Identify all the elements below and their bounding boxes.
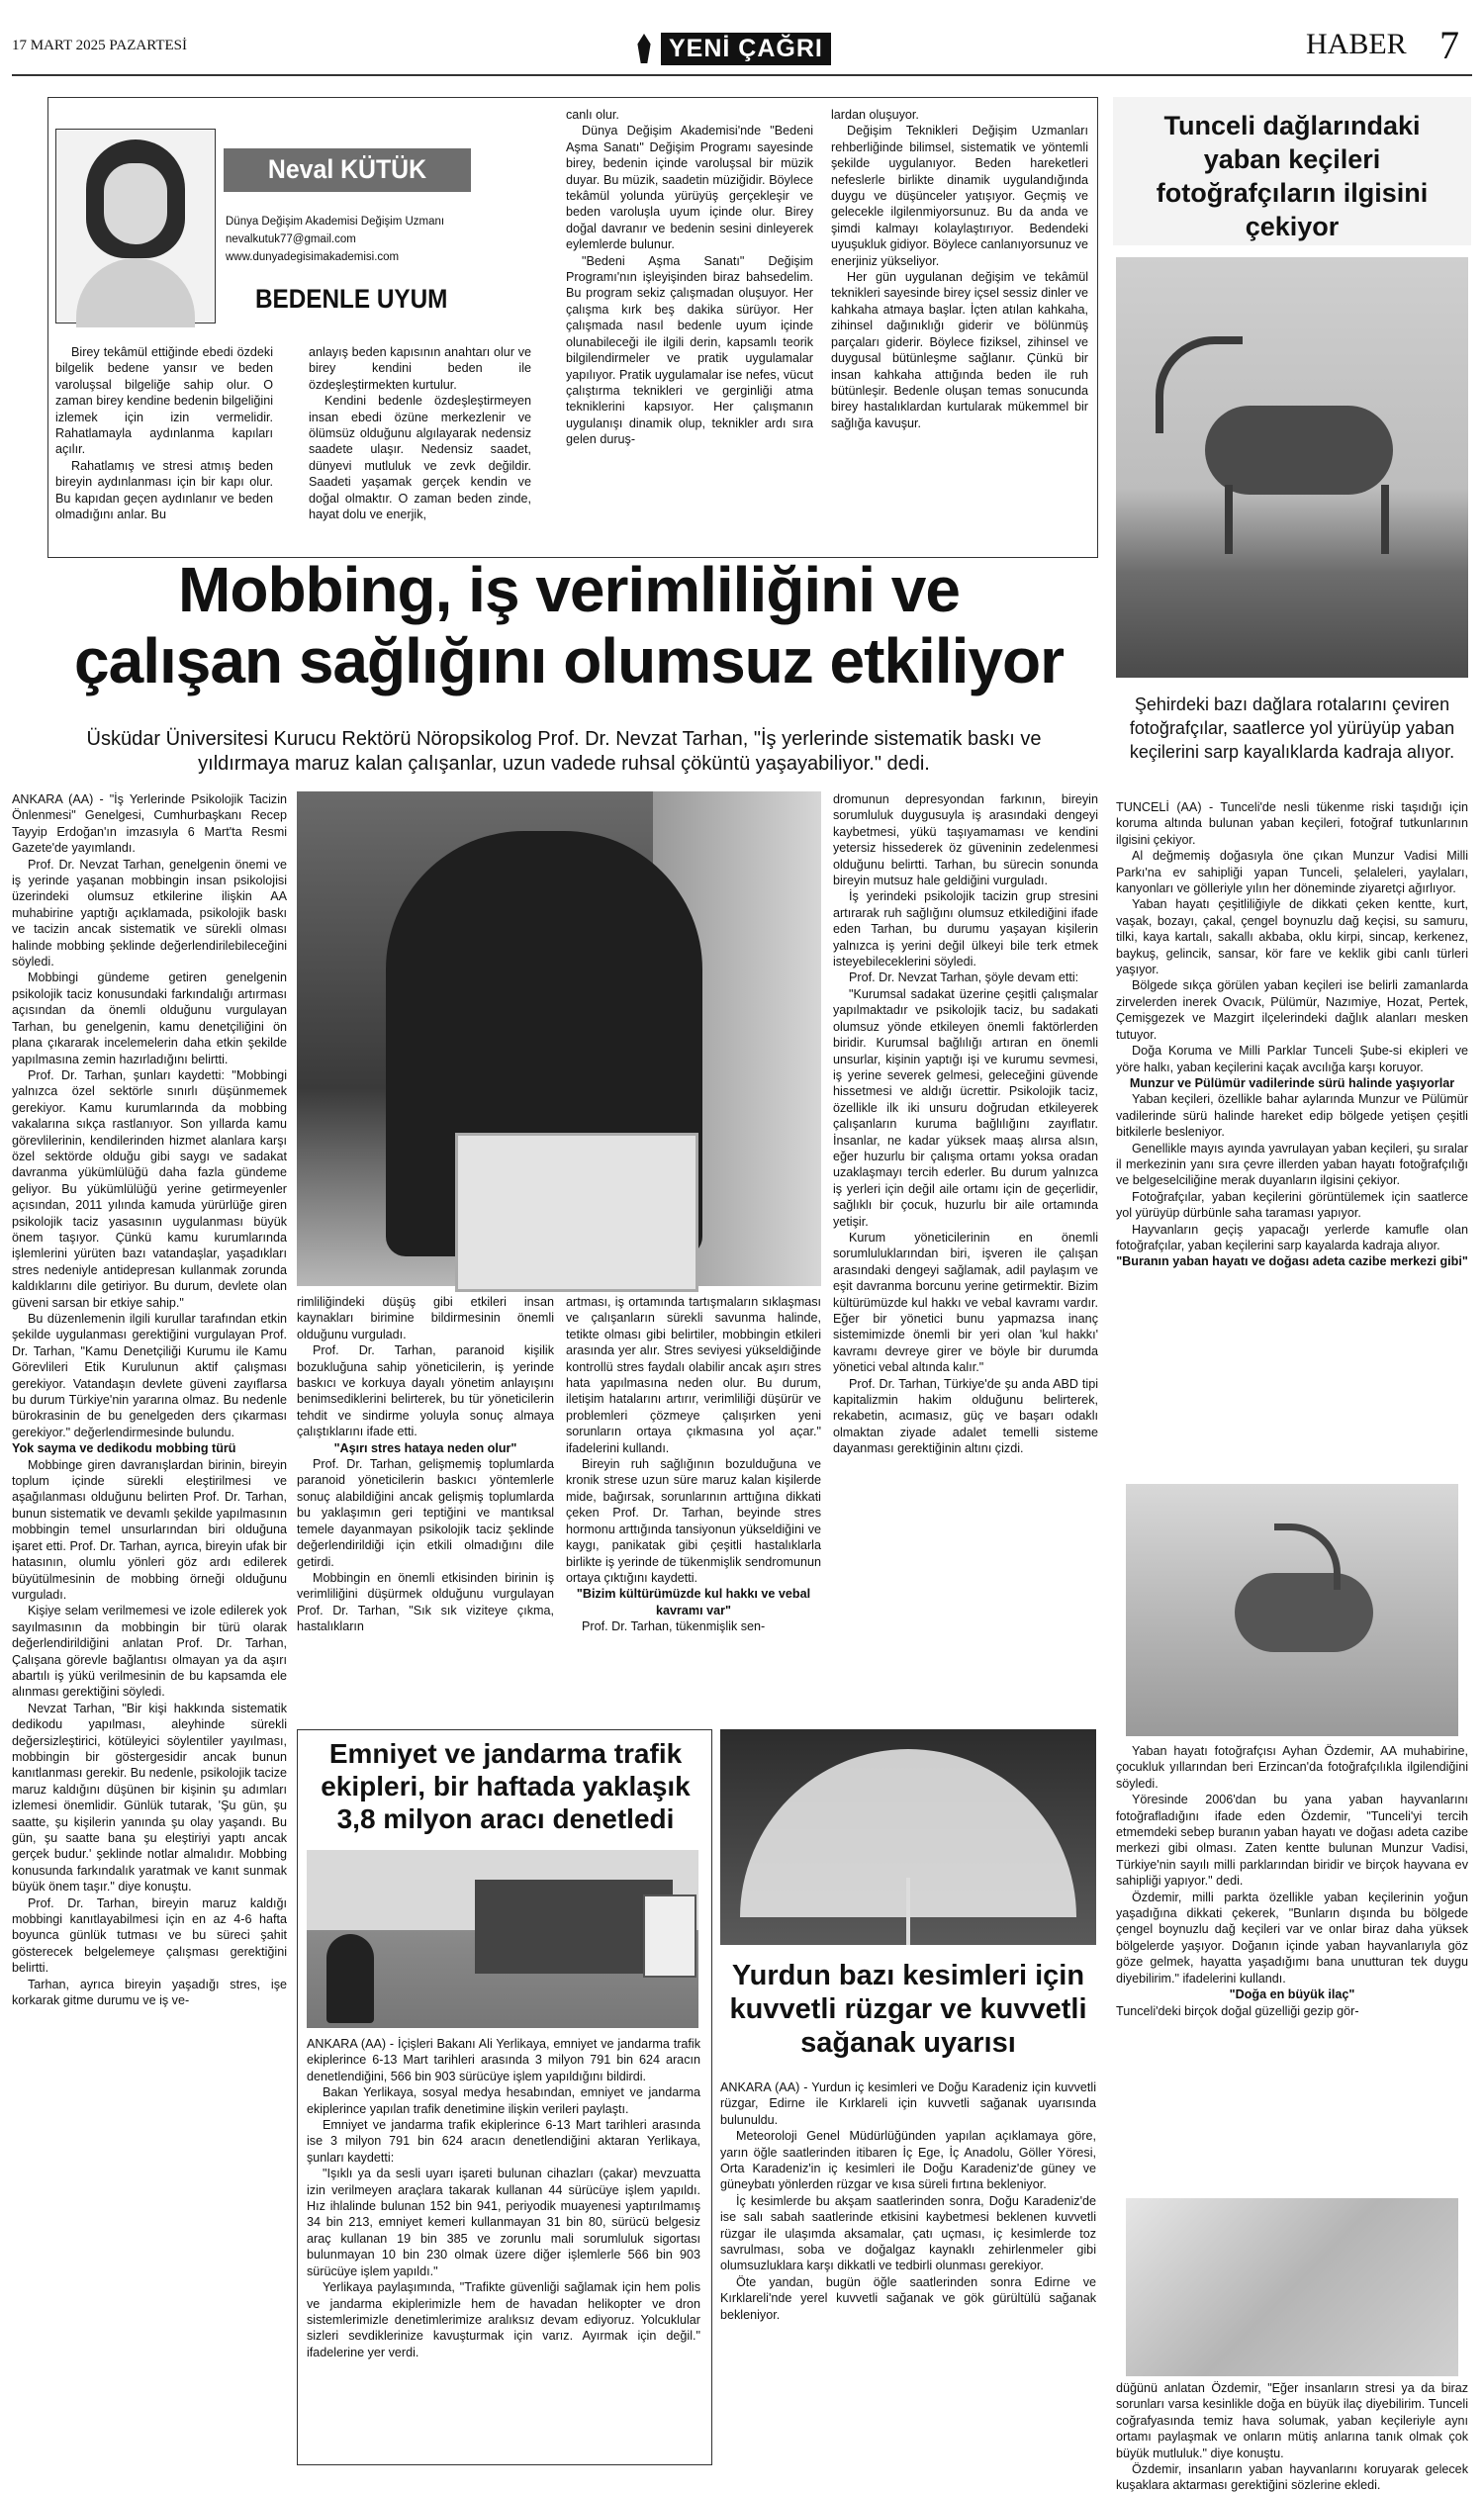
column-text-3: canlı olur. Dünya Değişim Akademisi'nde "Bedeni Aşma Sanatı" Değişim Programı sayesinde birey, bedenin içinde varoluşsal bir müzik duyar. Bu müzik, saadetin müziğidir. Böylece tekâmül yolunda yürüyüş gerçekleşir ve beden varoluşla uyum içinde olur. Birey doğal davranır ve bedenin sesini dinleyerek eylemlerde bulunur. "Bedeni Aşma Sanatı" Değişim Programı'nın işleyişinden biraz bahsedelim. Bu program sekiz çalışmadan oluşuyor. Her çalışma kırk beş dakika sürüyor. Her çalışmada nasıl bedenle uyum içinde olunabileceği ile ilgili derin, kapsamlı teorik bilgilendirmeler ve pratik uygulamalar yapılıyor. Pratik uygulamalar ise nefes, vücut çalıştırma teknikleri ve gerginliği atma tekniklerini kapsıyor. Her çalışmanın uygulanışı dinamik olup, teknikler ardı sıra gelen duruş-	[566, 108, 813, 447]
column-text-4: lardan oluşuyor. Değişim Teknikleri Değişim Uzmanları rehberliğinde bilimsel, sistematik ve yöntemli şekilde uygulanıyor. Beden hareketleri nefeslerle birlikte dinamik uygulandığında duygu ve düşünceler yatışıyor. Geçmiş ve gelecekle ilgilenmiyorsunuz. Bu da anda ve şimdi kalmayı kolaylaştırıyor. Bedendeki uyuşukluk gidiyor. Böylece canlanıyorsunuz ve enerjiniz yükseliyor. Her gün uygulanan değişim ve tekâmül teknikleri sayesinde birey içsel sessiz dinler ve kahkaha atmaya başlar. İçten atılan kahkaha, zihinsel dağınıklığı giderir ve bölünmüş parçaları giderir. Böylece fiziksel, zihinsel ve duygusal bütünleşme sağlanır. Çünkü bir insan kahkaha attığında beden ile ruh bütünleşir. Bedenle oluşan temas sonucunda birey hastalıklardan kurtularak mükemmel bir sağlığa kavuşur.	[831, 108, 1088, 430]
umbrella-handle	[906, 1878, 910, 1945]
newspaper-logo	[633, 30, 831, 67]
mobbing-headline-line-1: Mobbing, iş verimliliğini ve	[178, 554, 960, 625]
column-text-1: Birey tekâmül ettiğinde ebedi özdeki bilgelik bedene yansır ve beden varoluşsal bilgeliğe sahip olur. O zaman birey kendine bedenin bilgeliğini izlemek için izin vermelidir. Rahatlamayla aydınlanma kapıları açılır. Rahatlamış ve stresi atmış beden bireyin aydınlanması için bir kapı olur. Bu kapıdan geçen aydınlanır ve beden olmadığını anlar. Bu	[55, 345, 273, 522]
tunceli-lead: Şehirdeki bazı dağlara rotalarını çeviren fotoğrafçılar, saatlerce yol yürüyüp yaban keçilerini sarp kayalıklarda kadraja alıyor.	[1129, 694, 1455, 762]
goat-horns	[1156, 336, 1243, 433]
laptop	[455, 1133, 698, 1292]
goat-legs	[1225, 485, 1389, 554]
author-shoulders	[76, 258, 195, 327]
goat-herd-photo	[1126, 2198, 1458, 2376]
tunceli-column-2: Yaban hayatı fotoğrafçısı Ayhan Özdemir, AA muhabirine, çocukluk yıllarından beri Erzincan'da fotoğrafçılıkla ilgilendiğini söyledi. Yöresinde 2006'dan bu yana yaban hayvanlarını fotoğrafladığını ifade eden Özdemir, "Tunceli'yi tercih etmemdeki sebep buranın yaban hayatı ve doğası adeta cazibe merkezi gibi olması. Zaten kentte bulunan Munzur Vadisi, Türkiye'nin sayılı milli parklarından biridir ve birçok hayvana ev sahipliği yapıyor." dedi. Özdemir, milli parkta özellikle yaban keçilerinin yoğun yaşadığına dikkati çekerek, "Bunların dışında bu bölgede çengel boynuzlu dağ keçileri var ve onlar biraz daha yüksek bölgelerde yaşıyor. Doğanın içinde yaban hayvanlarıyla göz göze gelmek, hayatta yaşadığımı bana unutturan tek duygu diyebilirim." ifadelerini kullandı. "Doğa en büyük ilaç" Tunceli'deki birçok doğal güzelliği gezip gör-	[1116, 1744, 1468, 2018]
mobbing-photo	[297, 791, 821, 1286]
traffic-text: ANKARA (AA) - İçişleri Bakanı Ali Yerlikaya, emniyet ve jandarma trafik ekiplerince 6-13 Mart tarihleri arasında 3 milyon 791 bin 624 aracın denetlendiğini, 566 bin 903 sürücüye işlem yapıldığını bildirdi. Bakan Yerlikaya, sosyal medya hesabından, emniyet ve jandarma ekiplerince yapılan trafik denetimine ilişkin verileri paylaştı. Emniyet ve jandarma trafik ekiplerince 6-13 Mart tarihleri arasında ise 3 milyon 791 bin 624 aracın denetlendiğini aktaran Yerlikaya, şunları kaydetti: "Işıklı ya da sesli uyarı işareti bulunan cihazları (çakar) mevzuatta izin verilmeyen araçlara takarak kullanan 44 sürücüye işlem yapıldı. Hız ihlalinde bulunan 152 bin 941, periyodik muayenesi yaptırılmamış 34 bin 213, emniyet kemeri kullanmayan 31 bin 80, sürücü belgesiz araç kullanan 19 bin 385 ve zorunlu mali sorumluluk sigortası bulunmayan 10 bin 230 olmak üzere diğer işlemlerle 566 bin 903 sürücüye işlem yapıldı." Yerlikaya paylaşımında, "Trafikte güvenliği sağlamak için hem polis ve jandarma ekiplerimizle hem de havadan helikopter ve dron sistemlerimizle denetimlerimize aralıksız devam ediyoruz. Yolcuklular sizleri sevdiklerinize kavuşturmak için varız. Ayırmak için değil." ifadelerine yer verdi.	[307, 2037, 700, 2359]
goat-photo-1	[1116, 257, 1468, 678]
mobbing-column-2: rimliliğindeki düşüş gibi etkileri insan kaynakları birimine bildirmesinin önemli olduğunu vurguladı. Prof. Dr. Tarhan, paranoid kişilik bozukluğuna sahip yöneticilerin, iş yerinde baskıcı ve korkuya dayalı yönetim anlayışını benimsediklerini belirterek, bu tür yöneticilerin tehdit ve sindirme yoluyla sonuç almaya çalıştıklarını ifade etti. "Aşırı stres hataya neden olur" Prof. Dr. Tarhan, gelişmemiş toplumlarda paranoid yöneticilerin baskıcı yöntemlerle sonuç alabildiğini ancak gelişmiş toplumlarda bu yaklaşımın geri teptiğini ve mantıksal temele dayanmayan psikolojik taciz şeklinde değerlendirildiği için etkili olmadığını dile getirdi. Mobbingin en önemli etkisinden birinin iş verimliliğini düşürmek olduğunu vurgulayan Prof. Dr. Tarhan, "Sık sık viziteye çıkma, hastalıkların	[297, 1295, 554, 1634]
author-face	[104, 163, 167, 244]
page-number: 7	[1439, 23, 1459, 67]
truck-cab	[643, 1894, 696, 1978]
column-title: BEDENLE UYUM	[255, 284, 448, 314]
traffic-photo	[307, 1850, 698, 2028]
author-name: Neval KÜTÜK	[267, 154, 427, 184]
masthead-rule	[12, 74, 1472, 76]
author-bio: Dünya Değişim Akademisi Değişim Uzmanı	[226, 216, 445, 228]
traffic-headline: Emniyet ve jandarma trafik ekipleri, bir haftada yaklaşık 3,8 milyon aracı denetledi	[321, 1738, 691, 1834]
tunceli-column-3: düğünü anlatan Özdemir, "Eğer insanların stresi ya da biraz sorunları varsa kesinlikle doğa en büyük ilaç diyebilirim. Tunceli coğrafyasında temiz hava solumak, yaban keçileriyle aynı ortamı paylaşmak ve onların mütiş anlarına tanık olmak çok büyük mutluluk." diye konuştu. Özdemir, insanların yaban hayvanlarını koruyarak gelecek kuşaklara aktarması gerektiğini sözlerine ekledi.	[1116, 2381, 1468, 2493]
author-email: nevalkutuk77@gmail.com	[226, 233, 356, 245]
weather-headline: Yurdun bazı kesimleri için kuvvetli rüzgar ve kuvvetli sağanak uyarısı	[729, 1960, 1087, 2059]
section-label: HABER	[1306, 28, 1407, 60]
tunceli-headline: Tunceli dağlarındaki yaban keçileri fotoğrafçıların ilgisini çekiyor	[1156, 111, 1429, 241]
mobbing-headline-line-2: çalışan sağlığını olumsuz etkiliyor	[74, 625, 1064, 696]
goat-photo-2	[1126, 1484, 1458, 1736]
issue-date: 17 MART 2025 PAZARTESİ	[12, 38, 187, 53]
mobbing-headline	[30, 554, 1108, 696]
logo-text: YENİ ÇAĞRI	[661, 33, 831, 65]
mobbing-deck: Üsküdar Üniversitesi Kurucu Rektörü Nöropsikolog Prof. Dr. Nevzat Tarhan, "İş yerlerinde sistematik baskı ve yıldırmaya maruz kalan çalışanlar, uzun vadede ruhsal çöküntü yaşayabiliyor." dedi.	[86, 728, 1042, 775]
torch-icon	[633, 34, 655, 63]
mobbing-column-1: ANKARA (AA) - "İş Yerlerinde Psikolojik Tacizin Önlenmesi" Genelgesi, Cumhurbaşkanı Recep Tayyip Erdoğan'ın imzasıyla 6 Mart'ta Resmi Gazete'de yayımlandı. Prof. Dr. Nevzat Tarhan, genelgenin önemi ve iş yerinde yaşanan mobbingin insan psikolojisi üzerindeki olumsuz etkilerine ilişkin AA muhabirine yaptığı açıklamada, psikolojik baskı ve tacizin ancak sistematik ve sürekli olması halinde mobbing şeklinde değerlendirilebileceğini söyledi. Mobbingi gündeme getiren genelgenin psikolojik taciz konusundaki farkındalığı artırması açısından da önemli olduğunu vurgulayan Tarhan, bu genelgenin, kamu denetçiliğini ön plana çıkararak incelemelerin daha etkin şekilde yapılmasına zemin hazırladığını belirtti. Prof. Dr. Tarhan, şunları kaydetti: "Mobbingi yalnızca özel sektörle sınırlı düşünmemek gerekiyor. Kamu kurumlarında da mobbing vakalarına sıkça rastlanıyor. Son yıllarda kamu görevlilerinin, kendilerinden hizmet alanlara karşı özel sektörde olduğu gibi saygı ve sadakat davranma yükümlülüğü daha fazla gündeme geliyor. Bu yükümlülüğü yerine getirmeyenler açısından, 2011 yılında kamuda yürürlüğe giren psikolojik taciz yasasının uygulanması büyük önem taşıyor. Çünkü kamu kurumlarında işlemlerini yürüten bazı vatandaşlar, yaşadıkları stres nedeniyle antidepresan kullanmak zorunda kaldıklarını dile getiriyor. Bu durum, devlete olan güveni sarsan bir etkiye sahip." Bu düzenlemenin ilgili kurullar tarafından etkin şekilde uygulanması gerektiğini vurgulayan Prof. Dr. Tarhan, "Kamu Denetçiliği Kurumu ile Kamu Görevlileri Etik Kurulunun aktif çalışması gerekiyor. Vatandaşın devlete güveni zayıflarsa bu durum Türkiye'nin yararına olmaz. Bu nedenle bürokrasinin de bu genelgeden ders çıkarması gerekiyor." değerlendirmesinde bulundu. Yok sayma ve dedikodu mobbing türü Mobbinge giren davranışlardan birinin, bireyin toplum içinde sürekli eleştirilmesi ve aşağılanması olduğunu belirten Prof. Dr. Tarhan, bunun sistematik ve devamlı şekilde yapılmasının mobbingin temel unsurlarından biri olduğuna işaret etti. Prof. Dr. Tarhan, ayrıca, bireyin ufak bir hatasının, olumlu yönleri göz ardı edilerek büyütülmesinin de mobbing örneği olduğunu vurguladı. Kişiye selam verilmemesi ve izole edilerek yok sayılmasının da mobbingin bir türü olarak değerlendirildiğini anlatan Prof. Dr. Tarhan, Çalışana görevle bağlantısı olmayan ya da aşırı abartılı iş yükü verilmesinin de bu kapsamda ele alınması gerektiğini söyledi. Nevzat Tarhan, "Bir kişi hakkında sistematik dedikodu yapılması, aleyhinde sürekli değersizleştirici, kötüleyici söylentiler yayılması, mobbingin bir göstergesidir ancak bunun kanıtlanması gerekir. Bu nedenle, psikolojik tacize maruz kaldığını düşünen bir kişinin şu adımları izlemesi önemlidir. Günlük tutarak, 'Şu gün, şu saatte, şu kişilerin yanında şu olay yaşandı. Bu gün, şu saatte bana şu eleştiriyi yaptı ancak gerçek budur.' şeklinde notlar almalıdır. Mobbing konusunda farkındalık yaratmak ve kanıt sunmak büyük önem taşır." diye konuştu. Prof. Dr. Tarhan, bireyin maruz kaldığı mobbingi kanıtlayabilmesi için en az 4-6 hafta boyunca günlük tutması ve bu süreci şahit gösterecek belgelemeye çalışması gerektiğini belirtti. Tarhan, ayrıca bireyin yaşadığı stres, işe korkarak gitme durumu ve iş ve-	[12, 792, 287, 2008]
column-text-2: anlayış beden kapısının anahtarı olur ve birey kendini beden ile özdeşleştirmekten kurtulur. Kendini bedenle özdeşleştirmeyen insan ebedi özüne merkezlenir ve ölümsüz olduğunu algılayarak nedensiz saadete ulaşır. Nedensiz saadet, dünyevi mutluluk ve zevk değildir. Saadeti yaşamak gerçek kendin ve doğal olmaktır. O zaman beden zinde, hayat dolu ve enerjik,	[309, 345, 531, 522]
weather-photo	[720, 1729, 1096, 1945]
goat-2-horns	[1274, 1524, 1341, 1590]
mobbing-column-4: dromunun depresyondan farkının, bireyin sorumluluk duygusuyla iş arasındaki dengeyi kaybetmesi, yükü taşıyamaması ve kendini yetersiz hissederek öz güveninin zedelenmesi olduğunu belirtti. Tarhan, bu sürecin sonunda bireyin mutsuz hale geldiğini vurguladı. İş yerindeki psikolojik tacizin grup stresini artırarak ruh sağlığını olumsuz etkilediğini ifade eden Tarhan, bu durumu yaşayan kişilerin yalnızca iş yerini değil ülkeyi bile terk etmek isteyebileceklerini söyledi. Prof. Dr. Nevzat Tarhan, şöyle devam etti: "Kurumsal sadakat üzerine çeşitli çalışmalar yapılmaktadır ve psikolojik taciz, bu sadakati olumsuz yönde etkileyen önemli faktörlerden biridir. Kurumsal bağlılığı artıran en önemli unsurlar, kişinin yaptığı işi ve kurumu sevmesi, iş yerine severek gelmesi, geleceğini güvende hissetmesi ve aldığı ücrettir. Psikolojik taciz, özellikle ilk iki unsuru doğrudan etkileyerek çalışanların kuruma bağlılığını zayıflatır. İnsanlar, ne kadar yüksek maaş alırsa alsın, eğer huzurlu bir çalışma ortamı yoksa oradan uzaklaşmayı tercih ederler. Bu durum yalnızca iş yerleri için değil aile ortamı için de geçerlidir, sağlıklı bir çocuk, huzurlu bir aile ortamında yetişir. Kurum yöneticilerinin en önemli sorumluluklarından biri, işveren ile çalışan arasındaki dengeyi sağlamak, adil paylaşım ve eşit davranma borcunu yerine getirmektir. Bizim kültürümüzde kul hakkı ve vebal kavramı vardır. Eğer bir yönetici bunu yapmazsa inanç sistemimizde önemli bir yeri olan 'kul hakkı' kavramı devreye girer ve böyle bir durumda yönetici vebal altında kalır." Prof. Dr. Tarhan, Türkiye'de şu anda ABD tipi kapitalizmin hakim olduğunu belirterek, rekabetin, acımasız, güç ve başarı odaklı olmaktan ziyade adalet temelli sisteme dayanması gerektiğinin altını çizdi.	[833, 792, 1098, 1456]
author-website: www.dunyadegisimakademisi.com	[226, 251, 400, 263]
tunceli-column-1: TUNCELİ (AA) - Tunceli'de nesli tükenme riski taşıdığı için koruma altında bulunan yaban keçileri, fotoğraf tutkunlarının ilgisini çekiyor. Al değmemiş doğasıyla öne çıkan Munzur Vadisi Milli Parkı'na ev sahipliği yapan Tunceli, şelaleleri, yaylaları, kanyonları ve gölleriyle yılın her döneminde ziyaretçi ağırlıyor. Yaban hayatı çeşitliliğiyle de dikkati çeken kentte, kurt, vaşak, bozayı, çakal, çengel boynuzlu dağ keçisi, su samuru, tilki, kaya kartalı, sakallı akbaba, oklu kirpi, sincap, kerkenez, baykuş, gelincik, sansar, kör fare ve keklik gibi canlı türleri yaşıyor. Bölgede sıkça görülen yaban keçileri ise belirli zamanlarda zirvelerden inerek Ovacık, Pülümür, Nazımiye, Hozat, Pertek, Çemişgezek ve Mazgirt ilçelerindeki dağlık alanları mesken tutuyor. Doğa Koruma ve Milli Parklar Tunceli Şube-si ekipleri ve yöre halkı, yaban keçilerini kaçak avcılığa karşı koruyor. Munzur ve Pülümür vadilerinde sürü halinde yaşıyorlar Yaban keçileri, özellikle bahar aylarında Munzur ve Pülümür vadilerinde sürü halinde hareket edip bölgede yetişen çeşitli bitkilerle besleniyor. Genellikle mayıs ayında yavrulayan yaban keçileri, şu sıralar il merkezinin yanı sıra çevre illerden yaban hayatı fotoğrafçılığı ve belgeselciliğine merak duyanların ilgisini çekiyor. Fotoğrafçılar, yaban keçilerini görüntülemek için saatlerce yol yürüyüp dürbünle saha taraması yapıyor. Hayvanların geçiş yapacağı yerlerde kamufle olan fotoğrafçılar, yaban keçilerini sarp kayalarda kadraja alıyor. "Buranın yaban hayatı ve doğası adeta cazibe merkezi gibi"	[1116, 800, 1468, 1269]
mobbing-column-3: artması, iş ortamında tartışmaların sıklaşması ve çalışanların sürekli savunma halinde, tetikte olması gibi belirtiler, mobbingin etkileri arasında yer alır. Stres seviyesi yükseldiğinde kontrollü stres faydalı olabilir ancak aşırı stres hata yapılmasına neden olur. Bu durum, iletişim hatalarını artırır, verimliliği düşürür ve problemleri çözmeye çalışırken yeni sorunların ortaya çıkmasına yol açar." ifadelerini kullandı. Bireyin ruh sağlığının bozulduğuna ve kronik strese uzun süre maruz kalan kişilerde mide, bağırsak, sorunlarının arttığına dikkati çeken Prof. Dr. Tarhan, beyinde stres hormonu arttığında tansiyonun yükseldiğini ve kaygı, panikatak gibi çeşitli hastalıklarla birlikte iş yerinde de tükenmişlik sendromunun ortaya çıktığını kaydetti. "Bizim kültürümüzde kul hakkı ve vebal kavramı var" Prof. Dr. Tarhan, tükenmişlik sen-	[566, 1295, 821, 1634]
author-photo	[55, 129, 216, 323]
weather-text: ANKARA (AA) - Yurdun iç kesimleri ve Doğu Karadeniz için kuvvetli rüzgar, Edirne ile Kırklareli için kuvvetli sağanak uyarısında bulunuldu. Meteoroloji Genel Müdürlüğünden yapılan açıklamaya göre, yarın öğle saatlerinden itibaren İç Ege, İç Anadolu, Göller Yöresi, Orta Karadeniz'in iç kesimleri ile Doğu Karadeniz'de güney ve güneybatı yönlerden rüzgar ve kısa süreli fırtına bekleniyor. İç kesimlerde bu akşam saatlerinden sonra, Doğu Karadeniz'de ise salı sabah saatlerinde etkisini kaybetmesi beklenen kuvvetli rüzgar ile ulaşımda aksamalar, çatı uçması, iç kesimlerde toz savrulması, soba ve doğalgaz kaynaklı zehirlenmeler gibi olumsuzluklara karşı dikkatli ve tedbirli olunması gerekiyor. Öte yandan, bugün öğle saatlerinden sonra Edirne ve Kırklareli'nde yerel kuvvetli sağanak ve gök gürültülü sağanak bekleniyor.	[720, 2080, 1096, 2322]
officer	[326, 1934, 374, 2023]
